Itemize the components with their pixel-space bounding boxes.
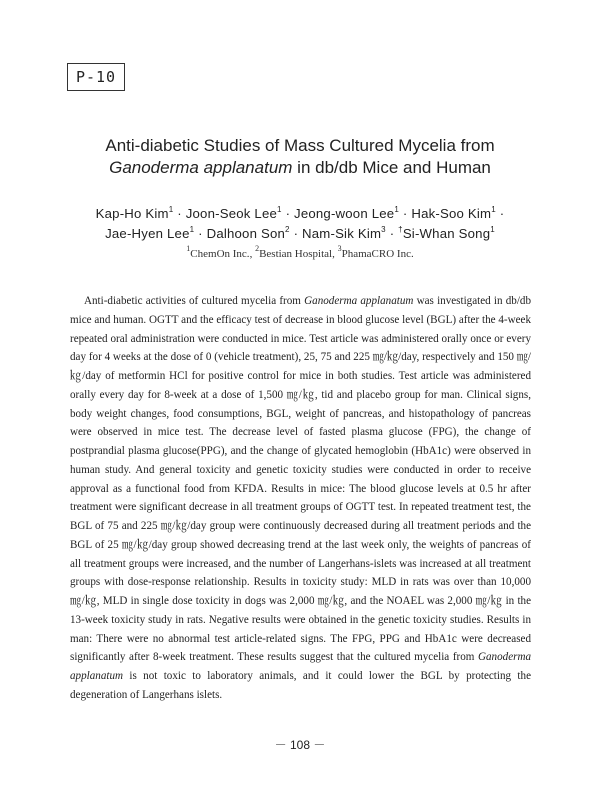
author-name: Si-Whan Song <box>402 226 491 241</box>
author-list-line2 <box>0 226 600 241</box>
paper-title-line1: Anti-diabetic Studies of Mass Cultured Mycelia from <box>105 136 495 155</box>
affiliation-mark: 3 <box>337 244 342 253</box>
author <box>96 206 186 221</box>
title-rest: in db/db Mice and Human <box>292 158 491 177</box>
author-name: Hak-Soo Kim <box>411 206 492 221</box>
author-affiliation-mark: 1 <box>277 205 282 214</box>
author-corresponding-mark: † <box>398 225 403 234</box>
affiliation <box>255 244 338 260</box>
author <box>411 206 504 221</box>
affiliation-name: ChemOn Inc. <box>190 248 250 260</box>
author-affiliation-mark: 3 <box>381 225 386 234</box>
abstract-paragraph <box>70 292 531 705</box>
author-name: Jae-Hyen Lee <box>105 226 190 241</box>
author-name: Dalhoon Son <box>206 226 286 241</box>
poster-label-text: P-10 <box>75 68 117 86</box>
author <box>105 226 207 241</box>
author-affiliation-mark: 1 <box>491 205 496 214</box>
author-separator: · <box>289 226 303 241</box>
abstract <box>70 292 531 705</box>
author-affiliation-mark: 1 <box>490 225 495 234</box>
species-name: Ganoderma applanatum <box>70 651 531 682</box>
author-separator: · <box>399 206 412 221</box>
abstract-text: is not toxic to laboratory animals, and it could lower the BGL by protecting the degeneration of Langerhans islets. <box>70 670 531 701</box>
affiliation-mark: 1 <box>186 244 191 253</box>
author-separator: · <box>281 206 295 221</box>
abstract-text: was investigated in db/db mice and human. OGTT and the efficacy test of decrease in blood glucose level (BGL) after the 4-week repeated oral administration were conducted in mice. Test article was administered orally once or every day for 4 weeks at the dose of 0 (vehicle treatment), 25, 75 and 225 ㎎/㎏/day, respectively and 150 ㎎/㎏/day of metformin HCl for positive control for mice in both studies. Test article was administered orally every day for 8-week at a dose of 1,500 ㎎/㎏, tid and placebo group for man. Clinical signs, body weight changes, food consumptions, BGL, weight of pancreas, and histopathology of pancreas were observed in mice test. The decrease level of fasted plasma glucose (FPG), the change of postprandial plasma glucose(PPG), and the change of glycated hemoglobin (HbA1c) were observed in human study. And general toxicity and genetic toxicity studies were conducted in order to receive approval as a functional food from KFDA. Results in mice: The blood glucose levels at 0.5 hr after treatment were significant decrease in all treatment groups of OGTT test. In repeated treatment test, the BGL of 75 and 225 ㎎/㎏/day group were continuously decreased during all treatment periods and the BGL of 25 ㎎/㎏/day group showed decreasing trend at the last week only, the weights of pancreas of all treatment groups were increased, and the number of Langerhans-islets was increased at all treatment groups with dose-response relationship. Results in toxicity study: MLD in rats was over than 10,000 ㎎/㎏, MLD in single dose toxicity in dogs was 2,000 ㎎/㎏, and the NOAEL was 2,000 ㎎/㎏ in the 13-week toxicity study in rats. Negative results were obtained in the genetic toxicity studies. Results in man: There were no abnormal test article-related signs. The FPG, PPG and HbA1c were decreased significantly after 8-week treatment. These results suggest that the cultured mycelia from <box>70 295 532 664</box>
affiliation <box>337 244 414 260</box>
author-affiliation-mark: 1 <box>168 205 174 214</box>
affiliation <box>186 244 256 260</box>
abstract-text: Anti-diabetic activities of cultured mycelia from <box>84 295 305 307</box>
affiliation-name: Bestian Hospital <box>259 248 333 260</box>
author-separator: · <box>173 206 186 221</box>
affiliation-name: PhamaCRO Inc. <box>341 248 414 260</box>
affiliation-separator: , <box>249 248 256 260</box>
species-name: Ganoderma applanatum <box>109 158 293 177</box>
author-separator: · <box>385 226 399 241</box>
author-affiliation-mark: 1 <box>394 205 400 214</box>
author <box>294 206 411 221</box>
author <box>207 226 302 241</box>
author-list-line1 <box>0 206 600 221</box>
author-separator: · <box>495 206 505 221</box>
author-name: Kap-Ho Kim <box>95 206 169 221</box>
author-name: Joon-Seok Lee <box>185 206 278 221</box>
author-name: Jeong-woon Lee <box>294 206 395 221</box>
author <box>398 226 495 241</box>
poster-label <box>67 63 125 91</box>
paper-title-line2 <box>0 158 600 178</box>
author-separator: · <box>194 226 207 241</box>
author-name: Nam-Sik Kim <box>302 226 382 241</box>
species-name: Ganoderma applanatum <box>304 295 414 307</box>
affiliation-separator: , <box>332 248 338 260</box>
author-affiliation-mark: 1 <box>189 225 195 234</box>
affiliation-mark: 2 <box>255 244 260 253</box>
author <box>302 226 398 241</box>
author-affiliation-mark: 2 <box>285 225 290 234</box>
affiliations <box>0 244 600 260</box>
author <box>186 206 294 221</box>
page-number: － 108 － <box>274 738 326 752</box>
